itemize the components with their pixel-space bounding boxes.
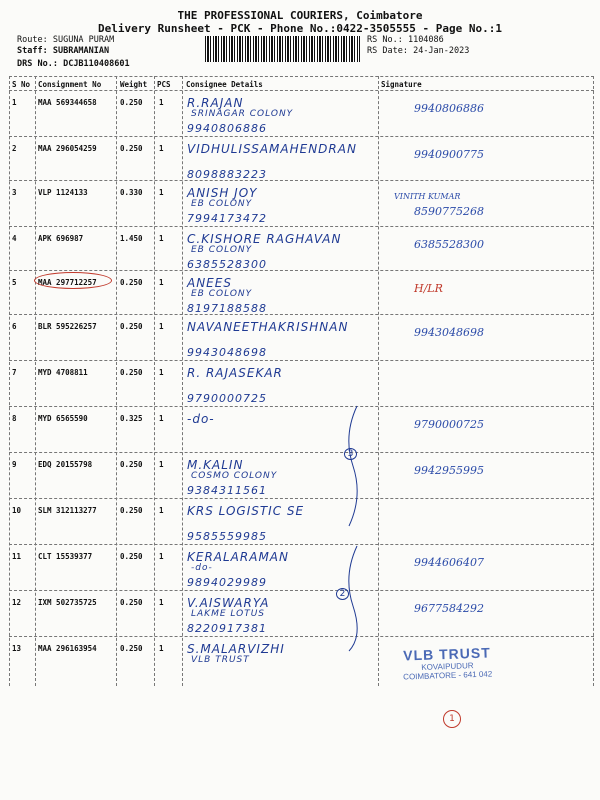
row-divider — [9, 544, 594, 545]
consignee-detail-line: EB COLONY — [191, 199, 253, 209]
row-consignment-no: BLR 595226257 — [38, 322, 97, 331]
signature-text: VINITH KUMAR — [394, 192, 461, 201]
consignee-detail-line: KERALARAMAN — [187, 550, 289, 564]
signature-text: 9943048698 — [414, 326, 484, 339]
rs-no-value: 1104086 — [407, 35, 444, 45]
row-pcs: 1 — [159, 414, 164, 423]
col-consignment: Consignment No — [38, 80, 102, 89]
rs-date-value: 24-Jan-2023 — [413, 46, 470, 56]
consignee-detail-line: -do- — [191, 563, 213, 573]
consignee-detail-line: 9940806886 — [187, 122, 267, 135]
consignee-detail-line: EB COLONY — [191, 289, 253, 299]
consignee-detail-line: ANISH JOY — [187, 186, 258, 200]
row-pcs: 1 — [159, 144, 164, 153]
bracket-mark-2: 2 — [336, 588, 349, 600]
page-mark: 1 — [443, 710, 461, 728]
consignee-detail-line: ANEES — [187, 276, 232, 290]
stamp-title: VLB TRUST — [402, 644, 492, 664]
row-divider — [9, 406, 594, 407]
runsheet-subtitle: Delivery Runsheet - PCK - Phone No.:0422-3505555 - Page No.:1 — [98, 22, 502, 35]
consignee-detail-line: VIDHULISSAMAHENDRAN — [187, 142, 357, 156]
row-consignment-no: CLT 15539377 — [38, 552, 93, 561]
row-pcs: 1 — [159, 368, 164, 377]
row-weight: 0.250 — [120, 322, 143, 331]
signature-text: 9940806886 — [414, 102, 484, 115]
row-weight: 0.325 — [120, 414, 143, 423]
row-pcs: 1 — [159, 598, 164, 607]
rs-no-line — [367, 35, 444, 45]
consignee-detail-line: 8098883223 — [187, 168, 267, 181]
row-weight: 0.250 — [120, 644, 143, 653]
consignee-detail-line: 7994173472 — [187, 212, 267, 225]
staff-line — [17, 46, 109, 56]
consignee-detail-line: R. RAJASEKAR — [187, 366, 283, 380]
row-pcs: 1 — [159, 322, 164, 331]
row-divider — [9, 636, 594, 637]
rs-no-label: RS No.: — [367, 35, 403, 45]
signature-text: 9677584292 — [414, 602, 484, 615]
signature-text: H/LR — [414, 282, 443, 295]
bracket-marks — [339, 396, 369, 656]
row-sno: 2 — [12, 144, 17, 153]
consignee-detail-line: 9384311561 — [187, 484, 267, 497]
stamp-line2: COIMBATORE - 641 042 — [403, 669, 493, 682]
consignee-detail-line: KRS LOGISTIC SE — [187, 504, 305, 518]
row-sno: 6 — [12, 322, 17, 331]
row-weight: 0.250 — [120, 460, 143, 469]
consignee-detail-line: VLB TRUST — [191, 655, 250, 665]
row-pcs: 1 — [159, 644, 164, 653]
consignee-detail-line: EB COLONY — [191, 245, 253, 255]
row-consignment-no: MYD 6565590 — [38, 414, 88, 423]
consignee-detail-line: 9943048698 — [187, 346, 267, 359]
stamp-line1: KOVAIPUDUR — [421, 661, 474, 672]
consignee-detail-line: V.AISWARYA — [187, 596, 270, 610]
consignee-detail-line: NAVANEETHAKRISHNAN — [187, 320, 349, 334]
col-pcs: PCS — [157, 80, 171, 89]
signature-text: 9940900775 — [414, 148, 484, 161]
row-consignment-no: EDQ 20155798 — [38, 460, 93, 469]
row-weight: 0.250 — [120, 144, 143, 153]
row-divider — [9, 226, 594, 227]
consignee-detail-line: COSMO COLONY — [191, 471, 278, 481]
row-consignment-no: MAA 297712257 — [38, 278, 97, 287]
row-consignment-no: APK 696987 — [38, 234, 84, 243]
route-line — [17, 35, 114, 45]
staff-value: SUBRAMANIAN — [52, 46, 110, 56]
row-sno: 4 — [12, 234, 17, 243]
consignee-detail-line: 8197188588 — [187, 302, 267, 315]
row-divider — [9, 498, 594, 499]
route-value: SUGUNA PURAM — [52, 35, 115, 45]
row-pcs: 1 — [159, 552, 164, 561]
consignee-detail-line: 6385528300 — [187, 258, 267, 271]
row-pcs: 1 — [159, 188, 164, 197]
row-weight: 0.250 — [120, 368, 143, 377]
row-sno: 12 — [12, 598, 22, 607]
col-signature: Signature — [381, 80, 422, 89]
consignee-detail-line: 8220917381 — [187, 622, 267, 635]
row-consignment-no: MYD 4708811 — [38, 368, 88, 377]
consignee-detail-line: 9790000725 — [187, 392, 267, 405]
row-pcs: 1 — [159, 234, 164, 243]
consignee-detail-line: S.MALARVIZHI — [187, 642, 285, 656]
staff-label: Staff: — [17, 46, 48, 56]
rs-date-label: RS Date: — [367, 46, 408, 56]
row-divider — [9, 590, 594, 591]
signature-text: 8590775268 — [414, 205, 484, 218]
row-pcs: 1 — [159, 98, 164, 107]
row-consignment-no: SLM 312113277 — [38, 506, 97, 515]
rs-date-line — [367, 46, 469, 56]
row-sno: 13 — [12, 644, 22, 653]
runsheet-title: THE PROFESSIONAL COURIERS, Coimbatore — [177, 9, 423, 22]
col-sno: S No — [12, 80, 31, 89]
row-weight: 0.330 — [120, 188, 143, 197]
col-consignee: Consignee Details — [186, 80, 263, 89]
row-sno: 8 — [12, 414, 17, 423]
row-consignment-no: MAA 296163954 — [38, 644, 97, 653]
signature-text: 9942955995 — [414, 464, 484, 477]
consignee-detail-line: 9894029989 — [187, 576, 267, 589]
consignee-detail-line: SRINAGAR COLONY — [191, 109, 294, 119]
consignee-detail-line: C.KISHORE RAGHAVAN — [187, 232, 342, 246]
row-divider — [9, 452, 594, 453]
highlight-circle — [34, 272, 112, 289]
row-sno: 9 — [12, 460, 17, 469]
vlb-trust-stamp — [389, 644, 506, 694]
barcode — [205, 36, 360, 62]
row-weight: 0.250 — [120, 598, 143, 607]
drs-label: DRS No.: — [17, 59, 58, 69]
row-consignment-no: VLP 1124133 — [38, 188, 88, 197]
row-sno: 11 — [12, 552, 22, 561]
row-weight: 0.250 — [120, 98, 143, 107]
consignee-detail-line: M.KALIN — [187, 458, 244, 472]
row-pcs: 1 — [159, 506, 164, 515]
row-weight: 0.250 — [120, 552, 143, 561]
row-pcs: 1 — [159, 278, 164, 287]
consignee-detail-line: LAKME LOTUS — [191, 609, 266, 619]
row-divider — [9, 180, 594, 181]
row-sno: 3 — [12, 188, 17, 197]
row-weight: 0.250 — [120, 506, 143, 515]
row-divider — [9, 314, 594, 315]
row-sno: 1 — [12, 98, 17, 107]
row-consignment-no: MAA 296054259 — [38, 144, 97, 153]
row-consignment-no: MAA 569344658 — [38, 98, 97, 107]
consignee-detail-line: R.RAJAN — [187, 96, 244, 110]
signature-text: 9944606407 — [414, 556, 484, 569]
drs-line — [17, 59, 130, 69]
runsheet-table — [9, 76, 594, 686]
bracket-mark-1: 3 — [344, 448, 357, 460]
consignee-detail-line: -do- — [187, 412, 215, 426]
route-label: Route: — [17, 35, 48, 45]
col-weight: Weight — [120, 80, 148, 89]
row-consignment-no: IXM 502735725 — [38, 598, 97, 607]
signature-text: 9790000725 — [414, 418, 484, 431]
row-divider — [9, 360, 594, 361]
row-divider — [9, 136, 594, 137]
row-sno: 5 — [12, 278, 17, 287]
row-sno: 10 — [12, 506, 22, 515]
row-sno: 7 — [12, 368, 17, 377]
row-pcs: 1 — [159, 460, 164, 469]
row-weight: 0.250 — [120, 278, 143, 287]
signature-text: 6385528300 — [414, 238, 484, 251]
row-weight: 1.450 — [120, 234, 143, 243]
consignee-detail-line: 9585559985 — [187, 530, 267, 543]
row-divider — [9, 270, 594, 271]
drs-value: DCJB110408601 — [63, 59, 130, 69]
